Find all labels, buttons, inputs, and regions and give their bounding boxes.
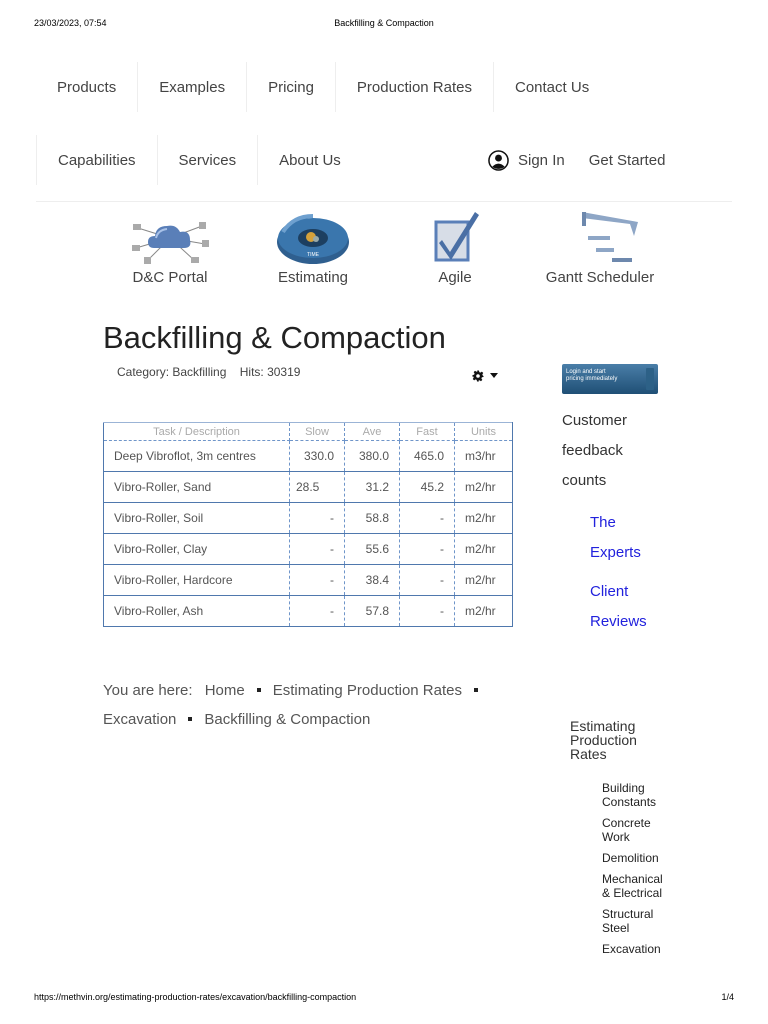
cell-slow: -: [290, 596, 345, 627]
menu-item-structural-steel[interactable]: Structural Steel: [602, 907, 654, 935]
banner-line-1: Login and start: [566, 369, 606, 375]
breadcrumb-estimating-production-rates[interactable]: Estimating Production Rates: [272, 682, 462, 699]
main-nav-row-1: [36, 62, 610, 112]
menu-item-concrete-work[interactable]: Concrete Work: [602, 816, 651, 844]
menu-item-excavation[interactable]: Excavation: [602, 942, 661, 956]
table-row: [104, 596, 513, 627]
menu-title[interactable]: Estimating Production Rates: [570, 718, 637, 762]
app-shortcuts: [0, 208, 768, 298]
banner-arrow-icon: [646, 368, 654, 390]
cell-slow: -: [290, 534, 345, 565]
print-header: [34, 18, 734, 32]
app-label: Agile: [438, 269, 472, 286]
gantt-bars-icon: [560, 208, 640, 266]
print-footer: [34, 992, 734, 1004]
sidebar-links: [562, 508, 722, 637]
table-row: [104, 472, 513, 503]
banner-line-2: pricing immediately: [566, 376, 618, 382]
cell-ave: 31.2: [345, 472, 400, 503]
the-experts-link[interactable]: The Experts: [590, 514, 641, 561]
cell-ave: 55.6: [345, 534, 400, 565]
article-tools-dropdown[interactable]: [472, 370, 498, 382]
breadcrumb: [103, 676, 523, 734]
app-dc-portal[interactable]: [128, 208, 212, 286]
print-url: https://methvin.org/estimating-production-rates/excavation/backfilling-compaction: [34, 992, 357, 1002]
cell-units: m3/hr: [455, 441, 513, 472]
cell-fast: 45.2: [400, 472, 455, 503]
client-reviews-link[interactable]: Client Reviews: [590, 583, 647, 630]
cell-fast: 465.0: [400, 441, 455, 472]
cell-units: m2/hr: [455, 534, 513, 565]
nav-products[interactable]: Products: [36, 62, 138, 112]
cell-ave: 58.8: [345, 503, 400, 534]
nav-about-us[interactable]: About Us: [279, 151, 341, 169]
checkbox-check-icon: [425, 208, 485, 266]
article-meta: [117, 365, 310, 379]
account-links: [488, 135, 665, 185]
page-number: 1/4: [721, 992, 734, 1002]
col-header-units: Units: [455, 423, 513, 441]
login-pricing-banner[interactable]: [562, 364, 658, 394]
table-row: [104, 503, 513, 534]
get-started-link[interactable]: Get Started: [588, 151, 666, 169]
breadcrumb-excavation[interactable]: Excavation: [103, 711, 177, 728]
col-header-slow: Slow: [290, 423, 345, 441]
cell-slow: 28.5: [290, 472, 345, 503]
gear-icon: [472, 370, 484, 382]
cell-units: m2/hr: [455, 596, 513, 627]
col-header-ave: Ave: [345, 423, 400, 441]
print-title: Backfilling & Compaction: [334, 18, 434, 28]
cell-fast: -: [400, 534, 455, 565]
cell-task: Deep Vibroflot, 3m centres: [104, 441, 290, 472]
article-category: Category: Backfilling: [117, 365, 227, 379]
nav-services[interactable]: Services: [158, 135, 259, 185]
app-gantt-scheduler[interactable]: [544, 208, 656, 286]
breadcrumb-current: Backfilling & Compaction: [204, 711, 371, 728]
nav-pricing[interactable]: Pricing: [247, 62, 336, 112]
table-row: [104, 534, 513, 565]
cell-task: Vibro-Roller, Clay: [104, 534, 290, 565]
breadcrumb-home[interactable]: Home: [204, 682, 245, 699]
cell-slow: 330.0: [290, 441, 345, 472]
sign-in-link[interactable]: Sign In: [518, 151, 565, 169]
main-nav-row-2: [36, 135, 362, 185]
menu-list: [570, 781, 720, 956]
bullet-separator-icon: [257, 688, 261, 692]
breadcrumb-prefix: You are here:: [103, 682, 193, 699]
estimating-menu: [570, 719, 720, 963]
nav-divider: [36, 201, 732, 202]
time-cost-cycle-icon: [273, 208, 353, 266]
menu-item-mechanical-electrical[interactable]: Mechanical & Electrical: [602, 872, 663, 900]
svg-text:TIME: TIME: [307, 252, 319, 258]
print-date: 23/03/2023, 07:54: [34, 18, 107, 28]
table-header-row: [104, 423, 513, 441]
cell-ave: 38.4: [345, 565, 400, 596]
nav-production-rates[interactable]: Production Rates: [336, 62, 494, 112]
nav-examples[interactable]: Examples: [138, 62, 247, 112]
production-rates-table: [103, 422, 513, 627]
app-label: Estimating: [277, 269, 349, 286]
article-hits: Hits: 30319: [239, 365, 301, 379]
cloud-network-icon: [130, 208, 210, 266]
app-agile[interactable]: [424, 208, 486, 286]
col-header-task: Task / Description: [104, 423, 290, 441]
cell-slow: -: [290, 565, 345, 596]
cell-task: Vibro-Roller, Sand: [104, 472, 290, 503]
cell-fast: -: [400, 596, 455, 627]
menu-item-building-constants[interactable]: Building Constants: [602, 781, 657, 809]
app-label: Gantt Scheduler: [545, 269, 655, 286]
app-label: D&C Portal: [132, 269, 208, 286]
cell-units: m2/hr: [455, 565, 513, 596]
cell-units: m2/hr: [455, 503, 513, 534]
app-estimating[interactable]: [272, 208, 354, 286]
bullet-separator-icon: [474, 688, 478, 692]
user-icon[interactable]: [488, 150, 509, 171]
customer-feedback-text: Customer feedback counts: [562, 412, 628, 489]
cell-slow: -: [290, 503, 345, 534]
table-row: [104, 565, 513, 596]
menu-item-demolition[interactable]: Demolition: [602, 851, 659, 865]
cell-ave: 57.8: [345, 596, 400, 627]
cell-fast: -: [400, 565, 455, 596]
cell-ave: 380.0: [345, 441, 400, 472]
bullet-separator-icon: [188, 717, 192, 721]
right-sidebar: [562, 364, 722, 646]
cell-fast: -: [400, 503, 455, 534]
cell-task: Vibro-Roller, Soil: [104, 503, 290, 534]
cell-task: Vibro-Roller, Ash: [104, 596, 290, 627]
cell-units: m2/hr: [455, 472, 513, 503]
nav-capabilities[interactable]: Capabilities: [36, 135, 158, 185]
cell-task: Vibro-Roller, Hardcore: [104, 565, 290, 596]
caret-down-icon: [490, 373, 498, 379]
table-row: [104, 441, 513, 472]
col-header-fast: Fast: [400, 423, 455, 441]
nav-contact-us[interactable]: Contact Us: [515, 78, 590, 96]
page-title: Backfilling & Compaction: [103, 320, 446, 355]
